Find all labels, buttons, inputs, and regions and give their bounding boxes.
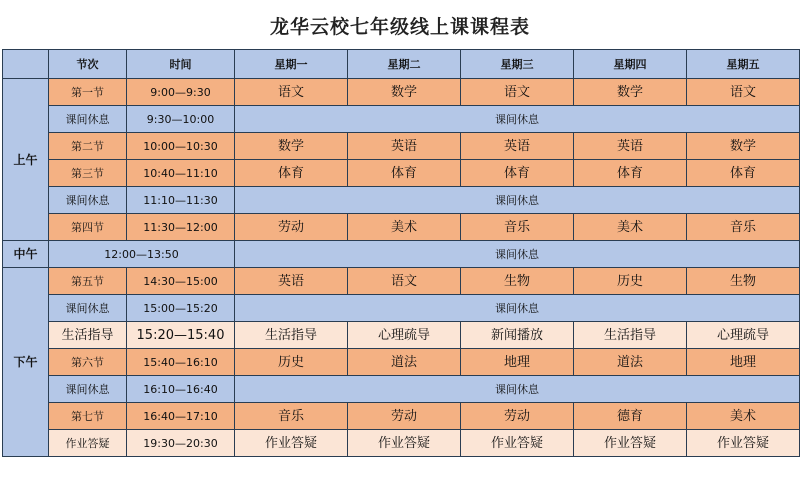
class-cell: 生物 (461, 268, 574, 295)
session-cell: 第五节 (49, 268, 127, 295)
table-row (3, 295, 800, 322)
class-cell: 地理 (687, 349, 800, 376)
class-cell: 音乐 (687, 214, 800, 241)
header-day: 星期四 (574, 50, 687, 79)
class-cell: 美术 (574, 214, 687, 241)
table-row (3, 133, 800, 160)
session-cell: 第六节 (49, 349, 127, 376)
time-cell: 15:40—16:10 (127, 349, 235, 376)
class-cell: 劳动 (461, 403, 574, 430)
class-cell: 作业答疑 (348, 430, 461, 457)
header-day: 星期五 (687, 50, 800, 79)
table-row (3, 187, 800, 214)
table-row (3, 403, 800, 430)
class-cell: 英语 (461, 133, 574, 160)
class-cell: 美术 (687, 403, 800, 430)
time-cell: 10:40—11:10 (127, 160, 235, 187)
schedule-table (2, 49, 800, 457)
class-cell: 体育 (574, 160, 687, 187)
class-cell: 德育 (574, 403, 687, 430)
class-cell: 心理疏导 (687, 322, 800, 349)
header-day: 星期三 (461, 50, 574, 79)
class-cell: 作业答疑 (235, 430, 348, 457)
class-cell: 道法 (574, 349, 687, 376)
class-cell: 美术 (348, 214, 461, 241)
class-cell: 数学 (687, 133, 800, 160)
class-cell: 作业答疑 (687, 430, 800, 457)
class-cell: 生物 (687, 268, 800, 295)
class-cell: 数学 (235, 133, 348, 160)
class-cell: 语文 (348, 268, 461, 295)
session-cell: 生活指导 (49, 322, 127, 349)
class-cell: 数学 (348, 79, 461, 106)
break-cell: 课间休息 (235, 295, 800, 322)
time-cell: 11:10—11:30 (127, 187, 235, 214)
session-cell: 第七节 (49, 403, 127, 430)
class-cell: 道法 (348, 349, 461, 376)
class-cell: 语文 (235, 79, 348, 106)
class-cell: 体育 (348, 160, 461, 187)
session-cell: 第四节 (49, 214, 127, 241)
session-cell: 第三节 (49, 160, 127, 187)
class-cell: 音乐 (235, 403, 348, 430)
class-cell: 作业答疑 (574, 430, 687, 457)
break-cell: 课间休息 (235, 187, 800, 214)
class-cell: 体育 (235, 160, 348, 187)
class-cell: 体育 (461, 160, 574, 187)
table-row (3, 106, 800, 133)
table-row (3, 349, 800, 376)
session-cell: 第二节 (49, 133, 127, 160)
period-morning: 上午 (3, 79, 49, 241)
time-cell: 16:40—17:10 (127, 403, 235, 430)
class-cell: 生活指导 (235, 322, 348, 349)
table-row (3, 376, 800, 403)
table-row (3, 79, 800, 106)
table-row (3, 160, 800, 187)
break-cell: 课间休息 (235, 106, 800, 133)
session-cell: 课间休息 (49, 187, 127, 214)
class-cell: 新闻播放 (461, 322, 574, 349)
header-day: 星期一 (235, 50, 348, 79)
class-cell: 英语 (348, 133, 461, 160)
class-cell: 历史 (235, 349, 348, 376)
header-session: 节次 (49, 50, 127, 79)
class-cell: 音乐 (461, 214, 574, 241)
class-cell: 心理疏导 (348, 322, 461, 349)
time-cell: 16:10—16:40 (127, 376, 235, 403)
time-cell: 15:00—15:20 (127, 295, 235, 322)
session-cell: 作业答疑 (49, 430, 127, 457)
class-cell: 劳动 (348, 403, 461, 430)
time-cell: 10:00—10:30 (127, 133, 235, 160)
table-row (3, 430, 800, 457)
class-cell: 语文 (461, 79, 574, 106)
break-cell: 课间休息 (235, 376, 800, 403)
time-cell: 11:30—12:00 (127, 214, 235, 241)
session-cell: 课间休息 (49, 106, 127, 133)
table-row (3, 268, 800, 295)
header-row (3, 50, 800, 79)
time-cell: 15:20—15:40 (127, 322, 235, 349)
session-cell: 课间休息 (49, 295, 127, 322)
table-row (3, 322, 800, 349)
table-row (3, 241, 800, 268)
session-cell: 第一节 (49, 79, 127, 106)
class-cell: 劳动 (235, 214, 348, 241)
class-cell: 作业答疑 (461, 430, 574, 457)
class-cell: 历史 (574, 268, 687, 295)
class-cell: 英语 (574, 133, 687, 160)
header-day: 星期二 (348, 50, 461, 79)
class-cell: 英语 (235, 268, 348, 295)
class-cell: 语文 (687, 79, 800, 106)
session-cell: 课间休息 (49, 376, 127, 403)
header-time: 时间 (127, 50, 235, 79)
class-cell: 地理 (461, 349, 574, 376)
time-cell: 12:00—13:50 (49, 241, 235, 268)
header-period (3, 50, 49, 79)
period-noon: 中午 (3, 241, 49, 268)
page-title: 龙华云校七年级线上课课程表 (269, 16, 530, 38)
break-cell: 课间休息 (235, 241, 800, 268)
period-afternoon: 下午 (3, 268, 49, 457)
class-cell: 生活指导 (574, 322, 687, 349)
table-row (3, 214, 800, 241)
time-cell: 9:30—10:00 (127, 106, 235, 133)
time-cell: 19:30—20:30 (127, 430, 235, 457)
time-cell: 9:00—9:30 (127, 79, 235, 106)
time-cell: 14:30—15:00 (127, 268, 235, 295)
class-cell: 体育 (687, 160, 800, 187)
class-cell: 数学 (574, 79, 687, 106)
